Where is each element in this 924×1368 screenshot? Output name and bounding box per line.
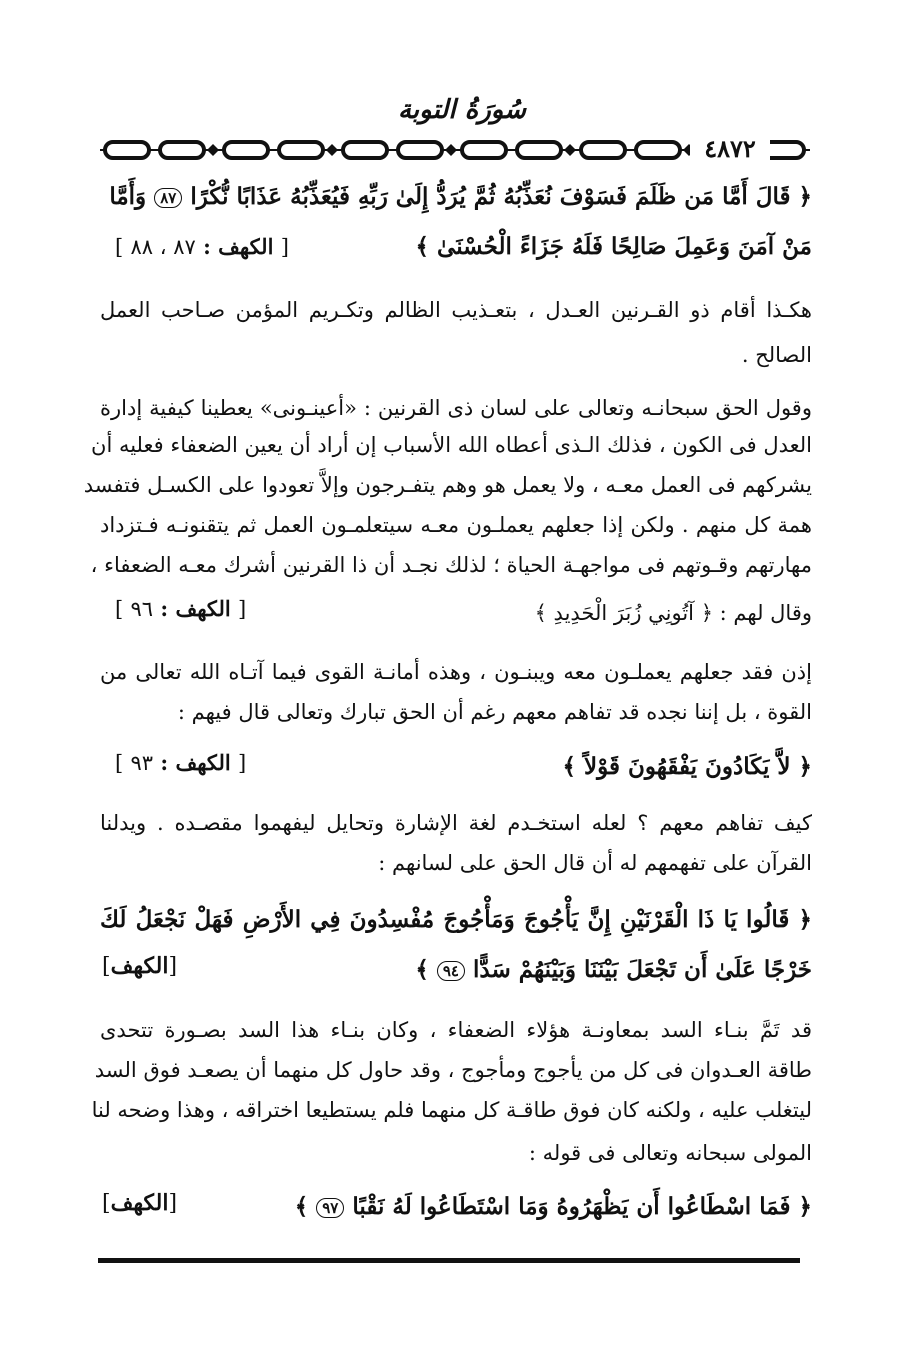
reference-label: الكهف : [203, 234, 274, 259]
surah-title: سُورَةُ التوبة [397, 95, 527, 125]
surah-reference: [ الكهف : ٩٦ ] [115, 596, 247, 621]
paragraph-line: المولى سبحانه وتعالى فى قوله : [528, 1141, 812, 1165]
paragraph-line: قد تَمَّ بنـاء السد بمعاونـة هؤلاء الضعفاء ، وكان بنـاء هذا السد بصـورة تتحدى [100, 1018, 812, 1042]
paragraph-line: طاقة العـدوان فى كل من يأجوج ومأجوج ، وقد حاول كل منهما أن يصعـد فوق السد [94, 1058, 812, 1082]
paragraph-line: يشركهم فى العمل معـه ، ولا يعمل هو وهم يتفـرجون وإلاَّ تعودوا على الكسـل فتفسد [83, 473, 812, 497]
surah-reference: [الكهف] [102, 953, 178, 979]
reference-label: الكهف : [160, 596, 231, 621]
verse-line [270, 1192, 812, 1222]
verse-line [100, 182, 812, 212]
verse-text: وَأَمَّا [109, 183, 147, 210]
surah-reference: [ الكهف : ٨٧ ، ٨٨ ] [115, 234, 289, 259]
ayah-number-mark: ٨٧ [154, 188, 182, 208]
surah-reference: [ الكهف : ٩٣ ] [115, 750, 247, 775]
verse-bracket: ﴾ [415, 956, 429, 983]
paragraph-line: هكـذا أقام ذو القـرنين العـدل ، بتعـذيب الظالم وتكـريم المؤمن صـاحب العمل [100, 298, 812, 322]
reference-numbers: ٩٦ [130, 597, 154, 621]
verse-line: ﴿ قَالُوا يَا ذَا الْقَرْنَيْنِ إِنَّ يَأْجُوجَ وَمَأْجُوجَ مُفْسِدُونَ فِي الأَرْضِ فَهَلْ نَجْعَلُ لَكَ [100, 906, 812, 933]
reference-numbers: ٨٧ ، ٨٨ [130, 235, 196, 259]
paragraph-line: همة كل منهم . ولكن إذا جعلهم يعملـون معـه سيتعلمـون العمل ثم يتقنونـه فـتزداد [100, 513, 812, 537]
paragraph-line: القوة ، بل إننا نجده قد تفاهم معهم رغم أن الحق تبارك وتعالى قال فيهم : [177, 700, 812, 724]
paragraph-line-with-verse: وقال لهم : ﴿ آتُونِي زُبَرَ الْحَدِيدِ ﴾ [534, 601, 812, 625]
reference-numbers: ٩٣ [130, 751, 154, 775]
paragraph-line: ليتغلب عليه ، ولكنه كان فوق طاقـة كل منهما فلم يستطيعا اختراقه ، وهذا وضحه لنا [91, 1098, 812, 1122]
ayah-number-mark: ٩٤ [437, 961, 465, 981]
verse-text: خَرْجًا عَلَىٰ أَن تَجْعَلَ بَيْنَنَا وَبَيْنَهُمْ سَدًّا [473, 956, 812, 983]
verse-text: ﴿ فَمَا اسْطَاعُوا أَن يَظْهَرُوهُ وَمَا اسْتَطَاعُوا لَهُ نَقْبًا [352, 1193, 812, 1220]
reference-label: الكهف : [160, 750, 231, 775]
footer-rule [98, 1258, 800, 1263]
surah-reference: [الكهف] [102, 1190, 178, 1216]
paragraph-line: العدل فى الكون ، فذلك الـذى أعطاه الله الأسباب إن أراد أن يعين الضعفاء فعليه أن [91, 433, 812, 457]
paragraph-line: كيف تفاهم معهم ؟ لعله استخـدم لغة الإشارة وتحايل ليفهموا مقصـده . ويدلنا [100, 811, 812, 835]
paragraph-line: إذن فقد جعلهم يعملـون معه ويبنـون ، وهذه أمانـة القوى فيما آتـاه الله تعالى من [100, 660, 812, 684]
paragraph-line: وقول الحق سبحانـه وتعالى على لسان ذى القرنين : «أعينـونى» يعطينا كيفية إدارة [100, 396, 812, 420]
verse-line: مَنْ آمَنَ وَعَمِلَ صَالِحًا فَلَهُ جَزَاءً الْحُسْنَىٰ ﴾ [415, 233, 812, 260]
paragraph-line: مهارتهم وقـوتهم فى مواجهـة الحياة ؛ لذلك نجـد أن ذا القرنين أشرك معـه الضعفاء ، [90, 553, 812, 577]
reference-label: الكهف [110, 953, 169, 979]
verse-line [380, 955, 812, 985]
verse-line: ﴿ لاَّ يَكَادُونَ يَفْقَهُونَ قَوْلاً ﴾ [562, 753, 812, 780]
paragraph-line: الصالح . [741, 343, 812, 367]
paragraph-line: القرآن على تفهمهم له أن قال الحق على لسانهم : [378, 851, 812, 875]
verse-text: ﴿ قَالَ أَمَّا مَن ظَلَمَ فَسَوْفَ نُعَذِّبُهُ ثُمَّ يُرَدُّ إِلَىٰ رَبِّهِ فَيُعَذِّبُهُ عَذَابًا نُّكْرًا [190, 183, 812, 210]
ayah-number-mark: ٩٧ [316, 1198, 344, 1218]
reference-label: الكهف [110, 1190, 169, 1216]
verse-bracket: ﴾ [294, 1193, 309, 1220]
page-number: ٤٨٧٢ [690, 134, 770, 164]
